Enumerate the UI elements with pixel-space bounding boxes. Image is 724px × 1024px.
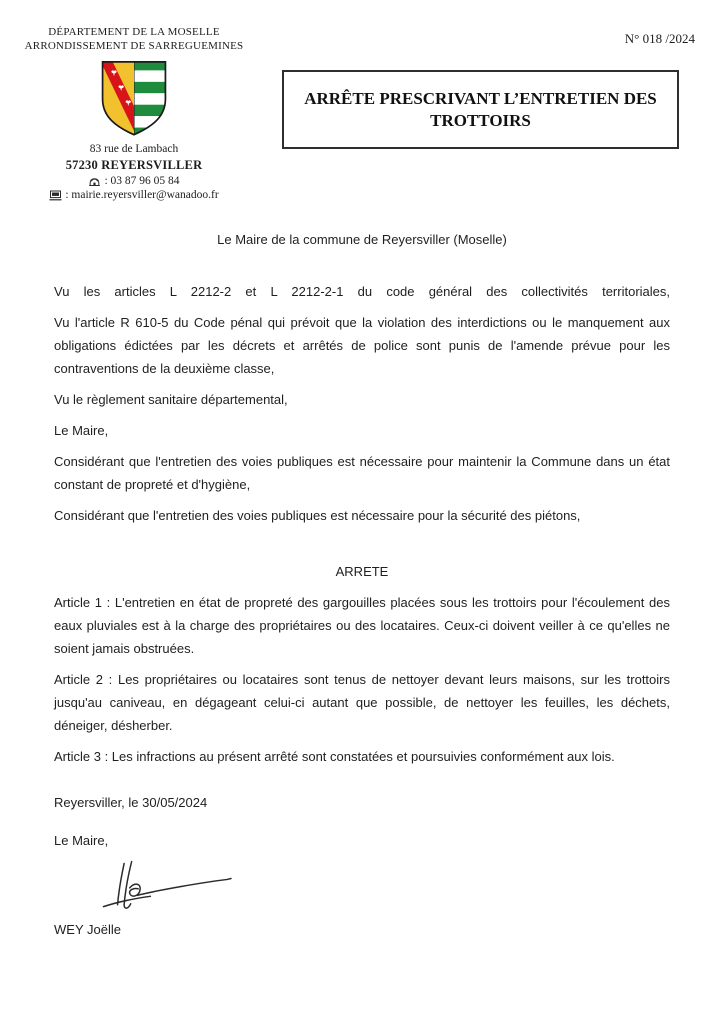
document-body [54, 228, 670, 941]
vu-reglement-paragraph: Vu le règlement sanitaire départemental, [54, 392, 288, 407]
handwritten-signature [96, 855, 670, 917]
department-line: DÉPARTEMENT DE LA MOSELLE [48, 26, 220, 38]
city-line: 57230 REYERSVILLER [65, 158, 203, 172]
phone-line [16, 175, 252, 187]
email-address: : mairie.reyersviller@wanadoo.fr [65, 189, 219, 201]
signatory-title-line: Le Maire, [54, 833, 109, 848]
article-1-paragraph: Article 1 : L'entretien en état de propreté des gargouilles placées sous les trottoirs pour l'écoulement des eaux pluviales est à la charge des propriétaires ou des locataires. Ceux-ci doivent veiller à ce qu'elles ne soient jamais obstruées. [54, 595, 670, 656]
salutation-line: Le Maire de la commune de Reyersviller (Moselle) [217, 232, 507, 247]
letterhead [16, 26, 252, 201]
title-box [282, 70, 679, 149]
email-line [16, 189, 252, 201]
vu-articles-paragraph: Vu les articles L 2212-2 et L 2212-2-1 du code général des collectivités territoriales, [54, 284, 670, 299]
article-2-paragraph: Article 2 : Les propriétaires ou locataires sont tenus de nettoyer devant leurs maisons, sur les trottoirs jusqu'au caniveau, en dégageant celui-ci autant que possible, de nettoyer les feuilles, les déchets, déneiger, désherber. [54, 672, 670, 733]
considerant-proprete-paragraph: Considérant que l'entretien des voies publiques est nécessaire pour maintenir la Commune dans un état constant de propreté et d'hygiène, [54, 454, 670, 492]
street-address: 83 rue de Lambach [89, 143, 179, 155]
place-date-line: Reyersviller, le 30/05/2024 [54, 795, 208, 810]
computer-icon [49, 190, 62, 201]
phone-number: : 03 87 96 05 84 [104, 175, 180, 187]
document-number: N° 018 /2024 [624, 31, 695, 46]
article-3-paragraph: Article 3 : Les infractions au présent arrêté sont constatées et poursuivies conformément aux lois. [54, 749, 615, 764]
arrondissement-line: ARRONDISSEMENT DE SARREGUEMINES [24, 39, 244, 52]
le-maire-paragraph: Le Maire, [54, 423, 109, 438]
vu-code-penal-paragraph: Vu l'article R 610-5 du Code pénal qui prévoit que la violation des interdictions ou le manquement aux obligations édictées par les décrets et arrêtés de police sont punis de l'amende prévue pour les contraventions de la deuxième classe, [54, 315, 670, 376]
signatory-name-line: WEY Joëlle [54, 922, 121, 937]
phone-icon [88, 176, 101, 187]
coat-of-arms-icon [98, 59, 170, 139]
document-title: ARRÊTE PRESCRIVANT L’ENTRETIEN DES TROTTOIRS [304, 88, 657, 130]
arrete-heading: ARRETE [335, 564, 389, 579]
considerant-securite-paragraph: Considérant que l'entretien des voies publiques est nécessaire pour la sécurité des piétons, [54, 508, 581, 523]
